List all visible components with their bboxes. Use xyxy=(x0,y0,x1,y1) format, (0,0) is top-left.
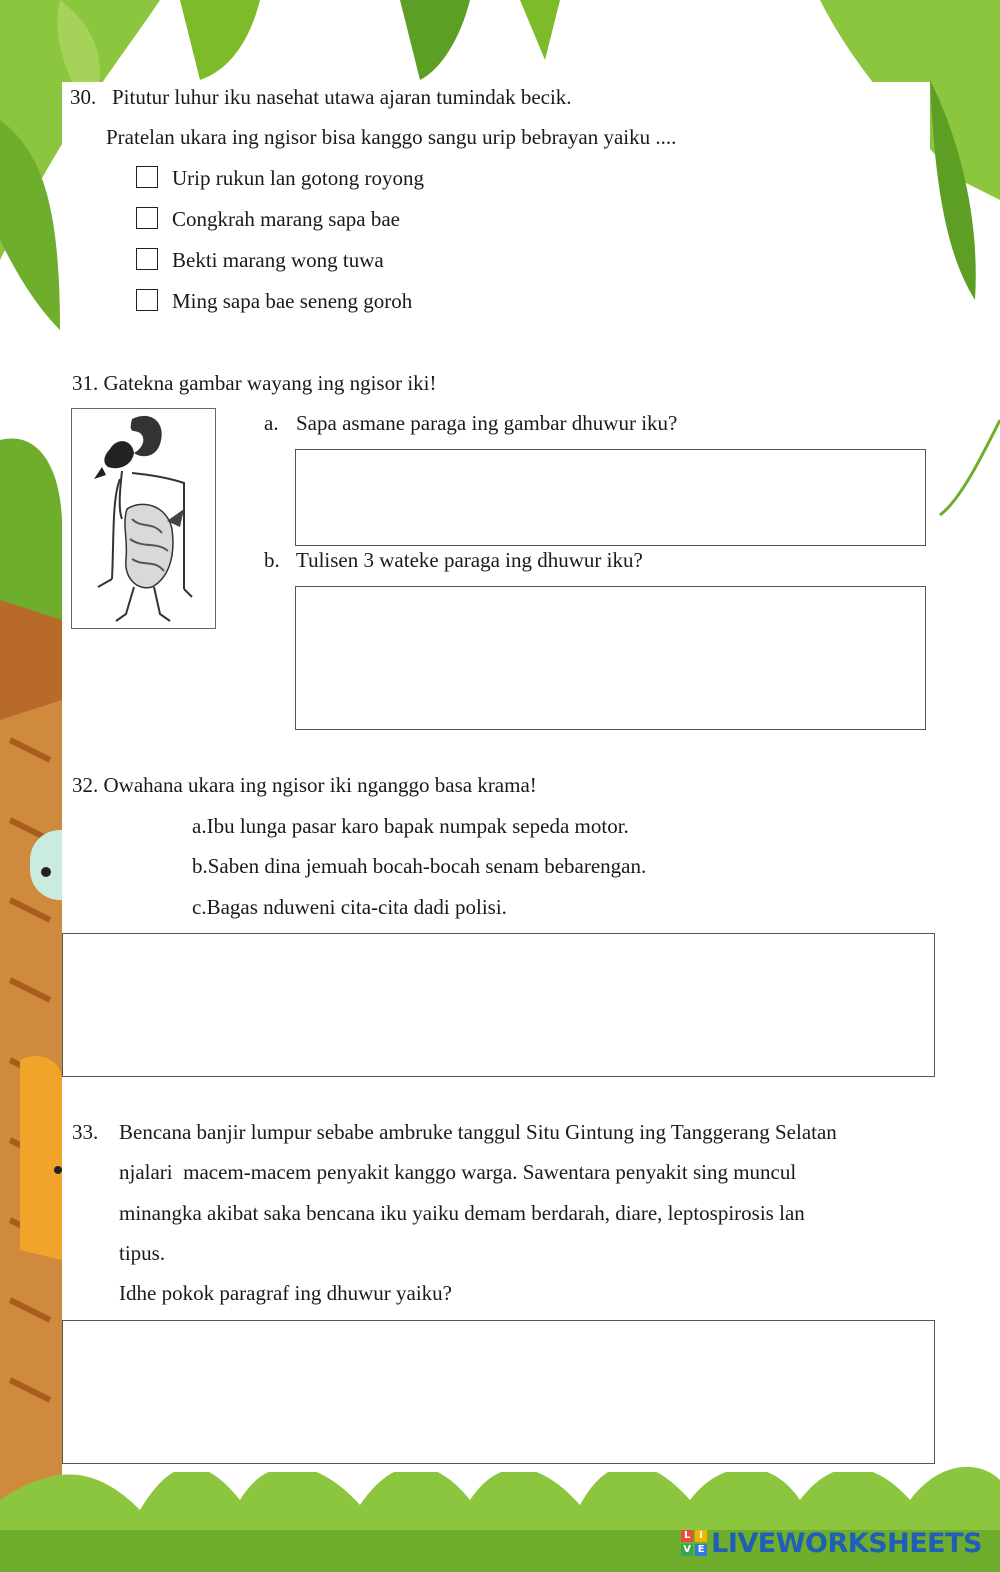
wayang-figure-illustration xyxy=(72,409,215,628)
q30-number: 30. xyxy=(70,85,97,109)
logo-mark-v: V xyxy=(681,1544,693,1556)
q33-paragraph-line-4: tipus. xyxy=(119,1241,166,1265)
q32-heading: 32. Owahana ukara ing ngisor iki nganggo basa krama! xyxy=(72,773,537,797)
logo-mark-l: L xyxy=(681,1530,693,1542)
q30-stem: Pitutur luhur iku nasehat utawa ajaran tumindak becik. xyxy=(112,85,572,109)
q33-paragraph-line-2: njalari macem-macem penyakit kanggo warga. Sawentara penyakit sing muncul xyxy=(119,1160,797,1184)
q33-paragraph-line-3: minangka akibat saka bencana iku yaiku demam berdarah, diare, leptospirosis lan xyxy=(119,1201,805,1225)
q30-option-3-label: Bekti marang wong tuwa xyxy=(172,248,384,272)
liveworksheets-mark-icon xyxy=(681,1530,707,1556)
q31-a-answer-box[interactable] xyxy=(295,449,926,546)
q30-option-1-label: Urip rukun lan gotong royong xyxy=(172,166,424,190)
q30-option-4-label: Ming sapa bae seneng goroh xyxy=(172,289,413,313)
q32-item-b: b.Saben dina jemuah bocah-bocah senam bebarengan. xyxy=(192,854,647,878)
liveworksheets-logo xyxy=(681,1526,982,1560)
q30-option-3-checkbox[interactable] xyxy=(136,248,158,270)
logo-mark-e: E xyxy=(695,1544,707,1556)
q31-b-label: b. xyxy=(264,548,280,572)
q33-number: 33. xyxy=(72,1120,99,1144)
q30-option-1-checkbox[interactable] xyxy=(136,166,158,188)
wayang-picture xyxy=(71,408,216,629)
q30-option-4-checkbox[interactable] xyxy=(136,289,158,311)
q33-paragraph-line-1: Bencana banjir lumpur sebabe ambruke tanggul Situ Gintung ing Tanggerang Selatan xyxy=(119,1120,837,1144)
q33-answer-box[interactable] xyxy=(62,1320,935,1464)
q30-option-2-checkbox[interactable] xyxy=(136,207,158,229)
q31-heading: 31. Gatekna gambar wayang ing ngisor iki! xyxy=(72,371,437,395)
logo-mark-i: I xyxy=(695,1530,707,1542)
q32-item-c: c.Bagas nduweni cita-cita dadi polisi. xyxy=(192,895,507,919)
q32-item-a: a.Ibu lunga pasar karo bapak numpak sepeda motor. xyxy=(192,814,629,838)
q30-option-2-label: Congkrah marang sapa bae xyxy=(172,207,400,231)
q30-prompt: Pratelan ukara ing ngisor bisa kanggo sangu urip bebrayan yaiku .... xyxy=(106,125,677,149)
q31-a-text: Sapa asmane paraga ing gambar dhuwur iku? xyxy=(296,411,678,435)
q32-answer-box[interactable] xyxy=(62,933,935,1077)
q33-question: Idhe pokok paragraf ing dhuwur yaiku? xyxy=(119,1281,452,1305)
liveworksheets-brand: LIVEWORKSHEETS xyxy=(711,1527,982,1559)
q31-b-answer-box[interactable] xyxy=(295,586,926,730)
q31-a-label: a. xyxy=(264,411,279,435)
q31-b-text: Tulisen 3 wateke paraga ing dhuwur iku? xyxy=(296,548,643,572)
